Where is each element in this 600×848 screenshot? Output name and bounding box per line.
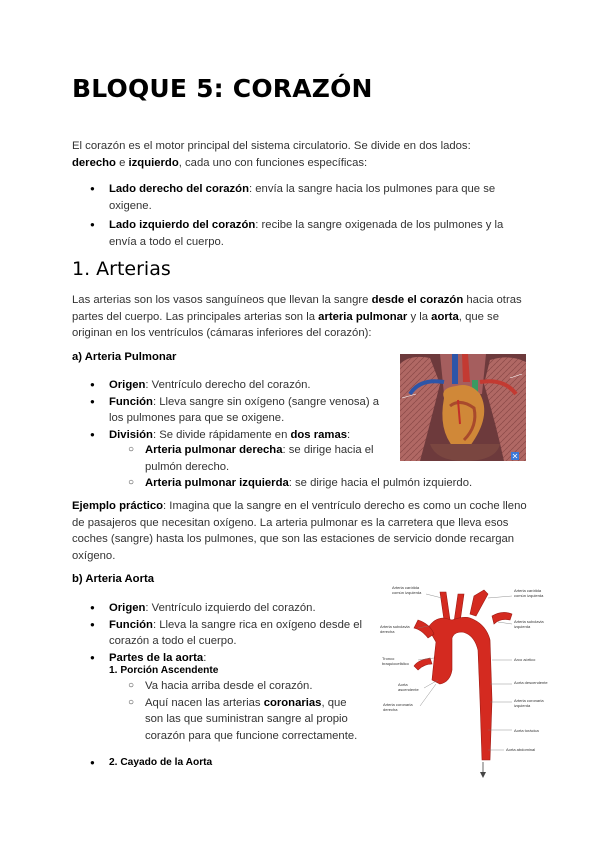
lado-izquierdo-label: Lado izquierdo del corazón <box>109 219 256 231</box>
arterias-text-3: y la <box>407 310 432 323</box>
arterias-paragraph <box>72 292 532 342</box>
aorta-origen-label: Origen <box>109 602 146 614</box>
origen-label: Origen <box>109 379 146 391</box>
origen-text: : Ventrículo derecho del corazón. <box>145 379 311 391</box>
heart-illustration <box>400 354 526 461</box>
arterias-text-2: hacia otras partes del cuerpo. Las principales arterias son la <box>72 294 522 323</box>
list-item-coronarias <box>145 695 365 745</box>
division-label: División <box>109 428 153 441</box>
funcion-label: Función <box>109 395 153 408</box>
porcion-ascendente-heading: 1. Porción Ascendente <box>109 665 219 676</box>
cayado-list <box>109 755 309 772</box>
division-text: : Se divide rápidamente en <box>152 428 291 441</box>
list-item-lado-izquierdo <box>109 217 529 250</box>
ejemplo-paragraph <box>72 498 534 564</box>
list-item-rama-derecha <box>145 442 390 475</box>
intro-bold-derecho: derecho <box>72 156 116 169</box>
aorta-funcion-label: Función <box>109 618 153 631</box>
aorta-label-l3: Tronco braquiocefálico <box>382 656 409 666</box>
aorta-label-l2: Arteria subclavia derecha <box>380 624 410 634</box>
aorta-label-l1: Arteria carótida común izquierda <box>392 585 422 595</box>
sides-list <box>109 181 529 250</box>
intro-text-3: , cada uno con funciones específicas: <box>178 156 368 169</box>
section-heading-arterias: 1. Arterias <box>72 258 171 280</box>
arterias-bold-3: aorta <box>431 310 459 323</box>
aorta-origen-text: : Ventrículo izquierdo del corazón. <box>145 602 316 614</box>
list-item-funcion <box>109 394 389 427</box>
aorta-label-r1: Arteria carótida común izquierda <box>514 588 544 598</box>
subheading-arteria-aorta: b) Arteria Aorta <box>72 573 155 585</box>
aorta-label-l5: Arteria coronaria derecha <box>383 702 413 712</box>
list-item-cayado <box>109 755 309 772</box>
aorta-funcion-text: : Lleva la sangre rica en oxígeno desde el corazón a todo el cuerpo. <box>109 618 363 647</box>
coronarias-text-1: Aquí nacen las arterias <box>145 696 264 709</box>
arterias-bold-2: arteria pulmonar <box>318 310 408 323</box>
list-item-origen <box>109 377 389 394</box>
list-item-aorta-funcion <box>109 617 369 650</box>
rama-derecha-label: Arteria pulmonar derecha <box>145 444 283 456</box>
subheading-arteria-pulmonar: a) Arteria Pulmonar <box>72 351 177 363</box>
lado-derecho-text: : envía la sangre hacia los pulmones para que se oxigene. <box>109 183 496 212</box>
intro-bold-izquierdo: izquierdo <box>128 156 179 169</box>
division-bold: dos ramas <box>290 428 348 441</box>
partes-colon: : <box>203 651 207 664</box>
intro-text-2: e <box>115 156 129 169</box>
rama-izquierda-text: : se dirige hacia el pulmón izquierdo. <box>288 477 473 489</box>
aorta-label-r6: Aorta torácica <box>514 728 539 733</box>
intro-paragraph <box>72 138 532 171</box>
lado-derecho-label: Lado derecho del corazón <box>109 183 249 195</box>
aorta-label-r4: Aorta descendente <box>514 680 548 685</box>
lado-izquierdo-text: : recibe la sangre oxigenada de los pulmones y la envía a todo el cuerpo. <box>109 219 504 248</box>
list-item-lado-derecho <box>109 181 529 214</box>
intro-text-1: El corazón es el motor principal del sistema circulatorio. Se divide en dos lados: <box>72 140 471 152</box>
funcion-text: : Lleva sangre sin oxígeno (sangre venosa) a los pulmones para que se oxigene. <box>109 395 380 424</box>
list-item-va-hacia-arriba: ○ Va hacia arriba desde el corazón. <box>145 678 365 695</box>
arterias-bold-1: desde el corazón <box>371 294 464 306</box>
coronarias-bold: coronarias <box>263 696 322 709</box>
aorta-label-l4: Aorta ascendente <box>398 682 419 692</box>
division-colon: : <box>347 428 351 441</box>
porcion-sublist <box>145 678 365 744</box>
rama-derecha-text: : se dirige hacia el pulmón derecho. <box>145 444 374 473</box>
aorta-label-r3: Arco aórtico <box>514 657 536 662</box>
aorta-label-r5: Arteria coronaria izquierda <box>514 698 544 708</box>
partes-label: Partes de la aorta <box>109 651 204 664</box>
cayado-label: 2. Cayado de la Aorta <box>109 757 213 768</box>
ejemplo-label: Ejemplo práctico <box>72 500 164 512</box>
list-item-rama-izquierda <box>145 475 505 492</box>
arterias-text-4: , que se originan en los ventrículos (cámaras inferiores del corazón): <box>72 310 499 339</box>
aorta-list <box>109 600 369 666</box>
rama-izquierda-label: Arteria pulmonar izquierda <box>145 477 289 489</box>
aorta-label-r7: Aorta abdominal <box>506 747 536 752</box>
list-item-aorta-origen <box>109 600 369 617</box>
aorta-label-r2: Arteria subclavia izquierda <box>514 619 544 629</box>
page-title: BLOQUE 5: CORAZÓN <box>72 74 373 103</box>
coronarias-text-2: , que son las que suministran sangre al propio corazón para que funcione correctamente. <box>145 696 358 742</box>
list-item-division <box>109 427 389 444</box>
ejemplo-text: : Imagina que la sangre en el ventrículo derecho es como un coche lleno de pasajeros que necesitan oxígeno. La arteria pulmonar es la carretera que lleva esos coches (sangre) hasta los pulmones, que son las estaciones de servicio donde recargan oxígeno. <box>72 500 527 562</box>
pulmonar-list <box>109 377 389 443</box>
arterias-text-1: Las arterias son los vasos sanguíneos que llevan la sangre <box>72 294 372 306</box>
